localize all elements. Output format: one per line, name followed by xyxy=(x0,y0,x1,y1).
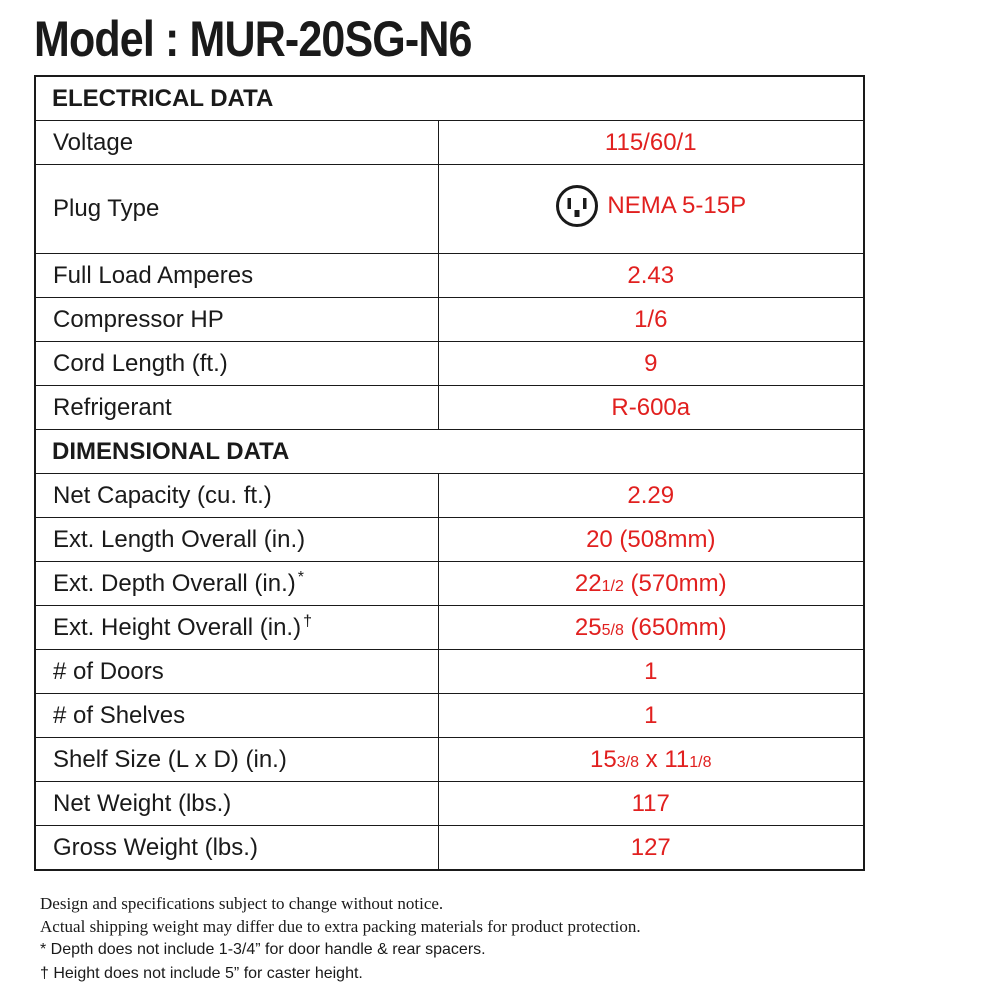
row-label: Refrigerant xyxy=(35,386,438,430)
row-label: Full Load Amperes xyxy=(35,254,438,298)
table-row xyxy=(35,474,864,518)
table-row xyxy=(35,738,864,782)
value-fraction: 1/8 xyxy=(689,753,712,771)
note-disclaimer: Design and specifications subject to change without notice. xyxy=(40,894,444,913)
table-row xyxy=(35,606,864,650)
value-separator: x xyxy=(638,745,665,773)
spec-table xyxy=(34,75,865,871)
note-depth: * Depth does not include 1-3/4” for door handle & rear spacers. xyxy=(40,941,486,958)
footnote-mark: * xyxy=(297,569,304,586)
note-height: † Height does not include 5” for caster height. xyxy=(40,965,363,982)
row-label: Net Weight (lbs.) xyxy=(35,782,438,826)
row-value: 9 xyxy=(438,342,864,386)
value-whole: 15 xyxy=(590,745,617,773)
table-row xyxy=(35,121,864,165)
row-value xyxy=(438,165,864,254)
value-fraction: 3/8 xyxy=(616,753,639,771)
value-metric: (570mm) xyxy=(623,569,727,597)
row-label xyxy=(35,606,438,650)
value-whole: 25 xyxy=(574,613,602,641)
value-whole: 22 xyxy=(574,569,602,597)
table-row xyxy=(35,298,864,342)
row-label: Cord Length (ft.) xyxy=(35,342,438,386)
row-label-text: Ext. Depth Overall (in.) xyxy=(53,570,296,597)
row-value: 1/6 xyxy=(438,298,864,342)
row-label: Ext. Length Overall (in.) xyxy=(35,518,438,562)
table-row xyxy=(35,518,864,562)
row-value: 1 xyxy=(438,650,864,694)
table-row xyxy=(35,650,864,694)
row-label: Gross Weight (lbs.) xyxy=(35,826,438,871)
section-row xyxy=(35,76,864,121)
table-row xyxy=(35,562,864,606)
row-value: 127 xyxy=(438,826,864,871)
row-value: 20 (508mm) xyxy=(438,518,864,562)
row-value: 1 xyxy=(438,694,864,738)
table-row xyxy=(35,165,864,254)
row-label-text: Ext. Height Overall (in.) xyxy=(53,614,302,641)
table-row xyxy=(35,694,864,738)
table-row xyxy=(35,386,864,430)
row-label: # of Doors xyxy=(35,650,438,694)
row-label: Net Capacity (cu. ft.) xyxy=(35,474,438,518)
row-value xyxy=(438,562,864,606)
row-value xyxy=(438,738,864,782)
footnotes xyxy=(40,892,970,986)
row-value: 2.43 xyxy=(438,254,864,298)
section-row xyxy=(35,430,864,474)
plug-nema-5-15p-icon xyxy=(555,184,599,228)
row-label: Shelf Size (L x D) (in.) xyxy=(35,738,438,782)
value-fraction: 1/2 xyxy=(601,577,624,595)
table-row xyxy=(35,254,864,298)
row-label: Compressor HP xyxy=(35,298,438,342)
value-fraction: 5/8 xyxy=(601,621,624,639)
plug-type-value: NEMA 5-15P xyxy=(607,191,747,219)
value-metric: (650mm) xyxy=(623,613,727,641)
row-label xyxy=(35,562,438,606)
section-heading-dimensional: DIMENSIONAL DATA xyxy=(35,430,864,474)
value-whole: 11 xyxy=(664,745,690,773)
table-row xyxy=(35,782,864,826)
row-label: Plug Type xyxy=(35,165,438,254)
row-value: 117 xyxy=(438,782,864,826)
note-shipping-weight: Actual shipping weight may differ due to extra packing materials for product protection. xyxy=(40,917,641,936)
table-row xyxy=(35,342,864,386)
section-heading-electrical: ELECTRICAL DATA xyxy=(35,76,864,121)
row-value: 2.29 xyxy=(438,474,864,518)
row-value: R-600a xyxy=(438,386,864,430)
row-value xyxy=(438,606,864,650)
table-row xyxy=(35,826,864,871)
row-label: # of Shelves xyxy=(35,694,438,738)
footnote-mark: † xyxy=(303,613,312,630)
row-label: Voltage xyxy=(35,121,438,165)
row-value: 115/60/1 xyxy=(438,121,864,165)
page-title: Model : MUR-20SG-N6 xyxy=(34,11,472,67)
